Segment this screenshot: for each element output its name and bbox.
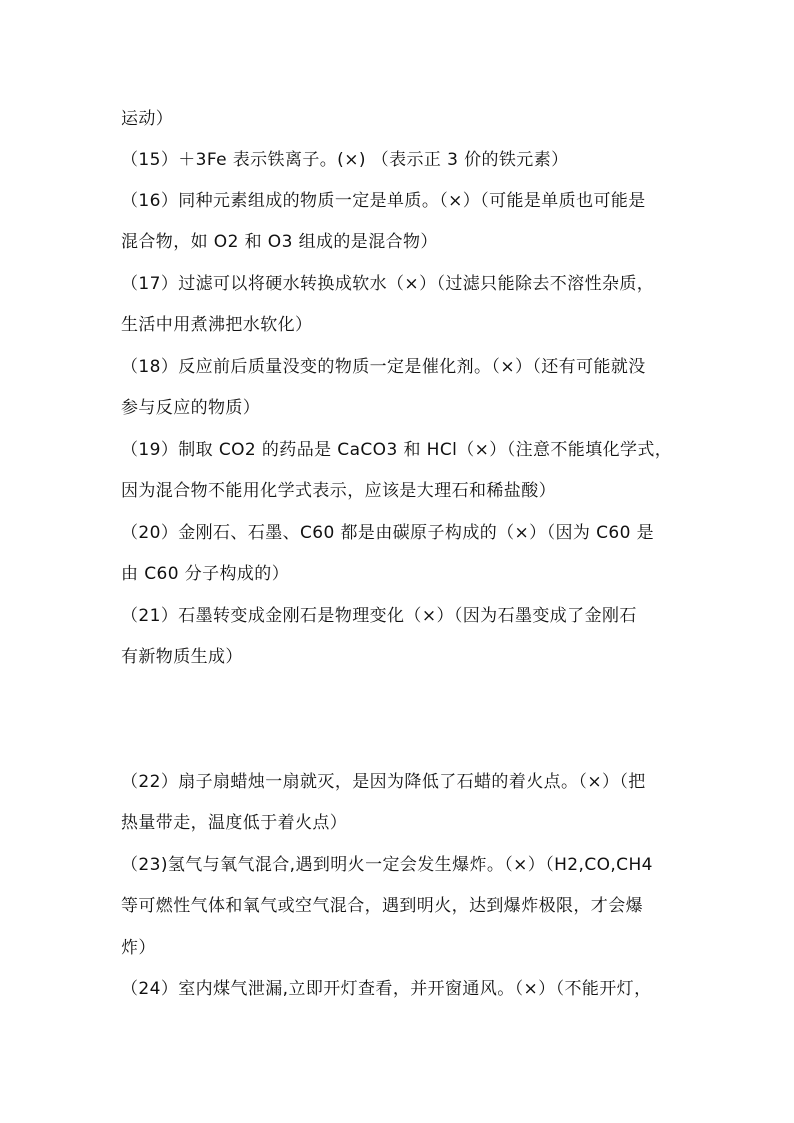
text-line: 运动） xyxy=(121,109,174,129)
text-line: （24）室内煤气泄漏,立即开灯查看，并开窗通风。（×）（不能开灯， xyxy=(121,979,652,999)
text-line: 由 C60 分子构成的） xyxy=(121,564,290,584)
text-line: 因为混合物不能用化学式表示，应该是大理石和稀盐酸） xyxy=(121,481,556,501)
text-line: （18）反应前后质量没变的物质一定是催化剂。（×）（还有可能就没 xyxy=(121,357,646,377)
text-line: （21）石墨转变成金刚石是物理变化（×）（因为石墨变成了金刚石 xyxy=(121,606,637,626)
text-line: 等可燃性气体和氧气或空气混合，遇到明火，达到爆炸极限，才会爆 xyxy=(121,896,643,916)
text-line: （17）过滤可以将硬水转换成软水（×）（过滤只能除去不溶性杂质， xyxy=(121,274,655,294)
text-line: （22）扇子扇蜡烛一扇就灭，是因为降低了石蜡的着火点。（×）（把 xyxy=(121,772,646,792)
text-line: 混合物，如 O2 和 O3 组成的是混合物） xyxy=(121,232,438,252)
text-line: （16）同种元素组成的物质一定是单质。（×）（可能是单质也可能是 xyxy=(121,191,646,211)
text-line: （20）金刚石、石墨、C60 都是由碳原子构成的（×）（因为 C60 是 xyxy=(121,523,654,543)
text-line: （19）制取 CO2 的药品是 CaCO3 和 HCl（×）（注意不能填化学式， xyxy=(121,440,673,460)
text-line: 热量带走，温度低于着火点） xyxy=(121,813,348,833)
text-line: 生活中用煮沸把水软化） xyxy=(121,315,313,335)
text-line: 参与反应的物质） xyxy=(121,398,261,418)
text-line: 炸） xyxy=(121,938,156,958)
text-line: （23)氢气与氧气混合,遇到明火一定会发生爆炸。（×）（H2,CO,CH4 xyxy=(121,855,653,875)
text-line: 有新物质生成） xyxy=(121,647,243,667)
text-line: （15）＋3Fe 表示铁离子。(×) （表示正 3 价的铁元素） xyxy=(121,150,569,170)
